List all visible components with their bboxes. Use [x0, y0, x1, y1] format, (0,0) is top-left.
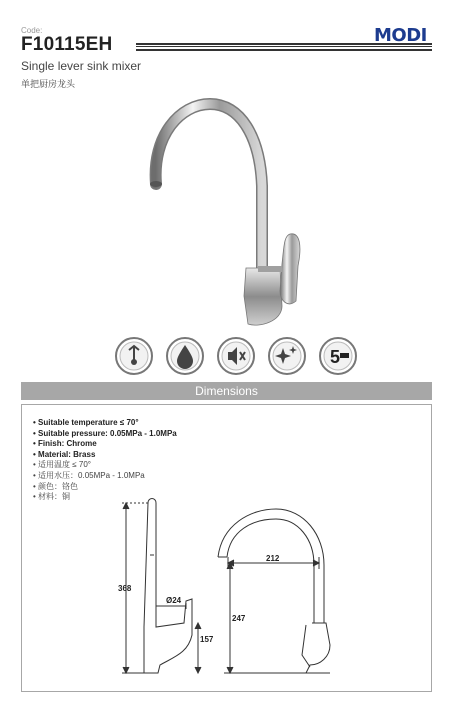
spec-item-cn: • 适用水压：0.05MPa - 1.0MPa — [33, 470, 145, 480]
dim-base-height: 157 — [200, 635, 214, 644]
water-drop-icon — [165, 336, 205, 376]
temperature-icon — [114, 336, 154, 376]
spec-item-cn: • 适用温度 ≤ 70° — [33, 460, 91, 470]
brand-logo: MODI — [374, 25, 427, 46]
dim-spout-height: 247 — [232, 614, 246, 623]
dim-total-height: 368 — [118, 584, 132, 593]
feature-icons — [0, 336, 454, 376]
dimensions-header — [21, 382, 432, 400]
faucet-product-image — [140, 96, 320, 331]
spec-item-cn: • 颜色：铬色 — [33, 481, 79, 491]
warranty-icon — [318, 336, 358, 376]
spec-item: • Material: Brass — [33, 449, 96, 459]
technical-drawing — [100, 495, 360, 685]
code-label: Code: — [21, 26, 43, 35]
spec-item-cn: • 材料：铜 — [33, 492, 71, 502]
spec-item: • Suitable temperature ≤ 70° — [33, 418, 139, 427]
dim-diameter: Ø24 — [166, 596, 182, 605]
product-name-cn: 单把厨房龙头 — [21, 79, 76, 89]
spec-item: • Finish: Chrome — [33, 439, 97, 449]
silent-icon — [216, 336, 256, 376]
product-name-en: Single lever sink mixer — [21, 59, 142, 73]
model-number: F10115EH — [21, 34, 113, 55]
dim-reach: 212 — [266, 554, 280, 563]
spec-list — [33, 418, 177, 503]
spec-item: • Suitable pressure: 0.05MPa - 1.0MPa — [33, 428, 177, 438]
warranty-number: 5 — [330, 347, 341, 367]
sparkle-icon — [267, 336, 307, 376]
dimensions-title: Dimensions — [195, 384, 258, 398]
